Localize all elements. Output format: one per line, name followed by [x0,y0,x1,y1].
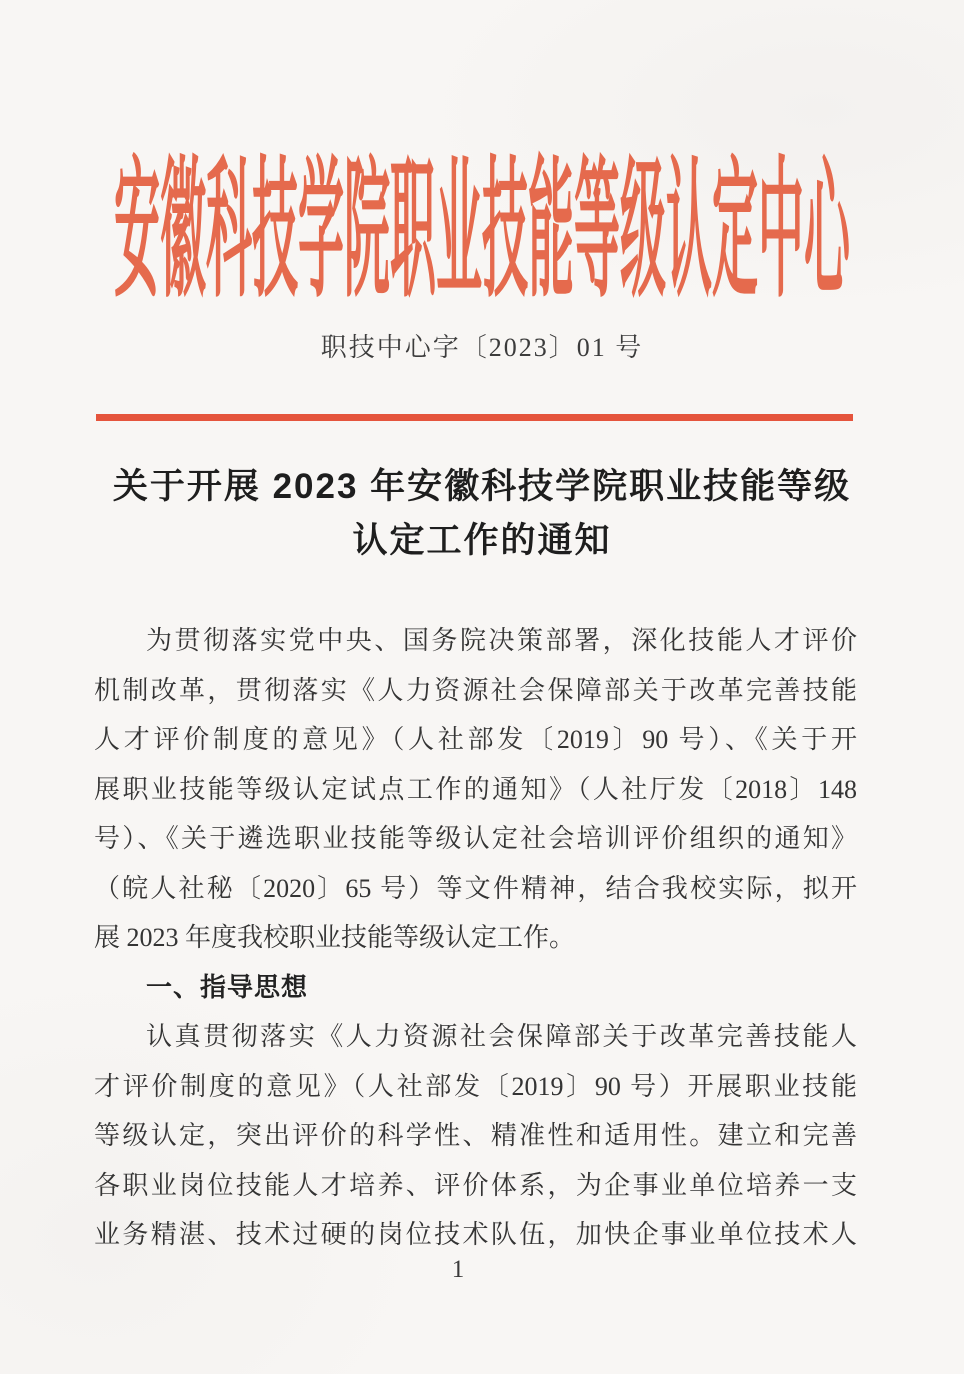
body-line: 展 2023 年度我校职业技能等级认定工作。 [94,923,576,952]
body-line: 人才评价制度的意见》（人社部发〔2019〕90 号）、《关于开 [94,725,857,754]
body-line: （皖人社秘〔2020〕65 号）等文件精神，结合我校实际，拟开 [94,873,857,903]
page-number: 1 [451,1256,465,1283]
red-divider-rule [96,414,853,421]
letterhead-org-name: 安徽科技学院职业技能等级认定中心 [114,147,850,316]
body-line: 各职业岗位技能人才培养、评价体系，为企事业单位培养一支 [94,1170,857,1200]
body-line: 认真贯彻落实《人力资源社会保障部关于改革完善技能人 [146,1022,857,1051]
body-text [94,616,857,1260]
body-line: 号）、《关于遴选职业技能等级认定社会培训评价组织的通知》 [94,824,857,853]
notice-title-line1: 关于开展 2023 年安徽科技学院职业技能等级 [112,467,852,506]
body-line: 为贯彻落实党中央、国务院决策部署，深化技能人才评价 [146,626,857,655]
doc-number: 职技中心字〔2023〕01 号 [320,333,644,362]
body-line: 机制改革，贯彻落实《人力资源社会保障部关于改革完善技能 [94,675,857,705]
body-line: 才评价制度的意见》（人社部发〔2019〕90 号）开展职业技能 [94,1071,857,1101]
notice-title [0,460,964,568]
body-line: 等级认定，突出评价的科学性、精准性和适用性。建立和完善 [94,1121,857,1150]
section-heading: 一、指导思想 [146,971,309,1002]
notice-title-line2: 认定工作的通知 [352,521,612,560]
body-line: 展职业技能等级认定试点工作的通知》（人社厅发〔2018〕148 [94,774,857,804]
body-line: 业务精湛、技术过硬的岗位技术队伍，加快企事业单位技术人 [94,1220,857,1249]
